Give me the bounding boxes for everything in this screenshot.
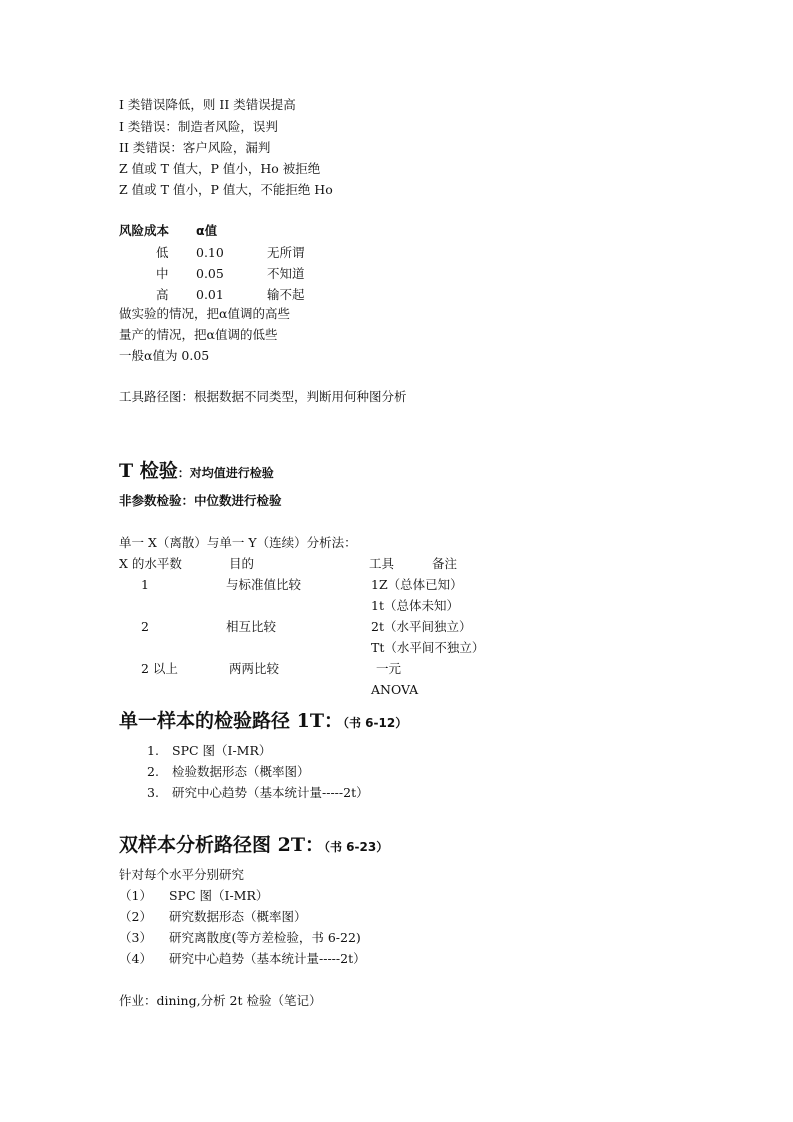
analysis-intro: 单一 X（离散）与单一 Y（连续）分析法：: [119, 535, 357, 550]
t-test-subtitle: ：对均值进行检验: [177, 466, 274, 480]
list-number: 1.: [147, 743, 159, 758]
two-sample-title: 双样本分析路径图 2T：: [119, 834, 324, 856]
single-sample-ref: （书 6-12）: [342, 716, 408, 730]
analysis-x: 2 以上: [141, 661, 178, 676]
analysis-tool: 2t（水平间独立）: [371, 619, 472, 634]
risk-level: 低: [156, 245, 169, 260]
risk-header-alpha: α值: [196, 223, 218, 238]
risk-header-cost: 风险成本: [119, 223, 170, 238]
analysis-header-purpose: 目的: [229, 556, 255, 571]
two-sample-intro: 针对每个水平分别研究: [119, 867, 245, 882]
analysis-tool: 1t（总体未知）: [371, 598, 459, 613]
risk-desc: 不知道: [267, 266, 305, 281]
two-sample-ref: （书 6-23）: [323, 840, 389, 854]
list-number: （1）: [119, 888, 152, 903]
risk-alpha: 0.01: [196, 287, 224, 302]
intro-line: I 类错误：制造者风险，误判: [119, 119, 278, 134]
list-item: 研究中心趋势（基本统计量-----2t）: [169, 951, 366, 966]
intro-line: Z 值或 T 值大，P 值小，Ho 被拒绝: [119, 161, 321, 176]
t-test-title: T 检验: [119, 460, 178, 482]
list-item: 检验数据形态（概率图）: [172, 764, 310, 779]
homework-line: 作业：dining,分析 2t 检验（笔记）: [119, 993, 322, 1008]
risk-level: 中: [156, 266, 169, 281]
t-test-heading: [119, 459, 274, 485]
nonparam-line: 非参数检验：中位数进行检验: [119, 493, 282, 508]
list-number: （4）: [119, 951, 152, 966]
analysis-header-tool: 工具: [369, 556, 395, 571]
analysis-x: 1: [141, 577, 149, 592]
risk-alpha: 0.10: [196, 245, 224, 260]
risk-note: 一般α值为 0.05: [119, 348, 210, 363]
risk-desc: 无所谓: [267, 245, 305, 260]
list-number: （2）: [119, 909, 152, 924]
intro-line: Z 值或 T 值小，P 值大，不能拒绝 Ho: [119, 182, 333, 197]
analysis-purpose: 两两比较: [229, 661, 280, 676]
analysis-purpose: 与标准值比较: [226, 577, 302, 592]
list-item: SPC 图（I-MR）: [169, 888, 269, 903]
risk-level: 高: [156, 287, 169, 302]
list-number: 2.: [147, 764, 159, 779]
risk-desc: 输不起: [267, 287, 305, 302]
analysis-tool: 1Z（总体已知）: [371, 577, 463, 592]
analysis-tool: 一元: [376, 661, 402, 676]
intro-line: II 类错误：客户风险，漏判: [119, 140, 271, 155]
single-sample-heading: [119, 709, 407, 735]
single-sample-title: 单一样本的检验路径 1T：: [119, 710, 343, 732]
analysis-tool: Tt（水平间不独立）: [371, 640, 485, 655]
analysis-x: 2: [141, 619, 149, 634]
risk-note: 量产的情况，把α值调的低些: [119, 327, 278, 342]
analysis-header-x: X 的水平数: [119, 556, 182, 571]
analysis-header-note: 备注: [432, 556, 458, 571]
two-sample-heading: [119, 833, 388, 859]
list-number: （3）: [119, 930, 152, 945]
risk-alpha: 0.05: [196, 266, 224, 281]
risk-note: 做实验的情况，把α值调的高些: [119, 306, 290, 321]
list-item: 研究离散度(等方差检验，书 6-22): [169, 930, 361, 945]
list-item: SPC 图（I-MR）: [172, 743, 272, 758]
list-item: 研究数据形态（概率图）: [169, 909, 307, 924]
analysis-tool: ANOVA: [371, 682, 419, 697]
intro-line: I 类错误降低，则 II 类错误提高: [119, 97, 296, 112]
tool-path-line: 工具路径图：根据数据不同类型，判断用何种图分析: [119, 389, 407, 404]
analysis-purpose: 相互比较: [226, 619, 277, 634]
list-item: 研究中心趋势（基本统计量-----2t）: [172, 785, 369, 800]
list-number: 3.: [147, 785, 159, 800]
